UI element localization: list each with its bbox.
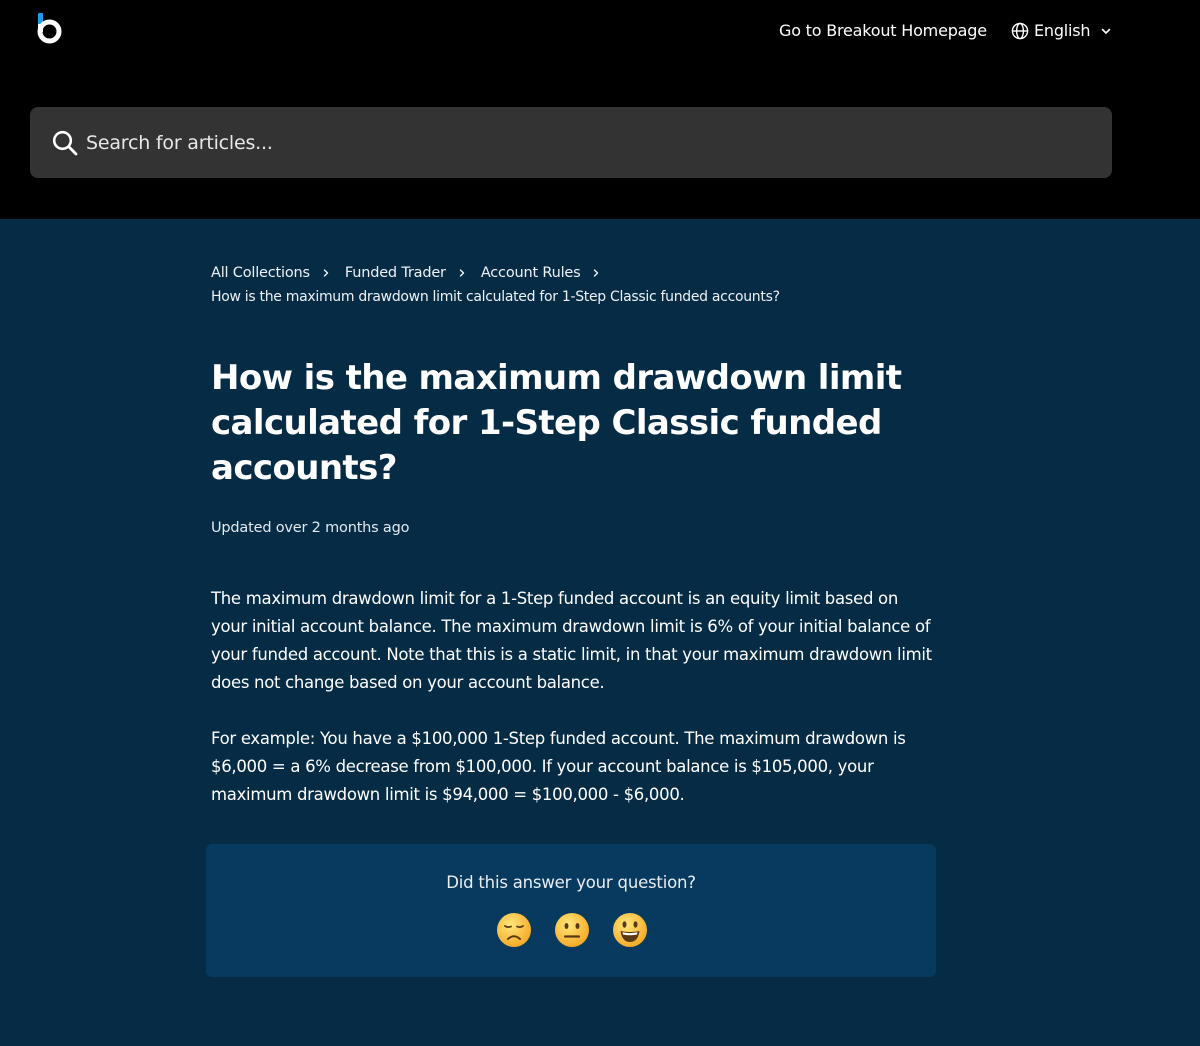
feedback-panel — [206, 844, 936, 977]
breadcrumb-current: How is the maximum drawdown limit calculated for 1-Step Classic funded accounts? — [211, 289, 780, 305]
language-selector[interactable] — [1011, 19, 1113, 43]
search-input[interactable] — [86, 132, 1066, 154]
chevron-right-icon — [321, 268, 331, 278]
breadcrumb — [211, 262, 971, 307]
article-body — [211, 585, 936, 809]
language-label: English — [1034, 21, 1091, 40]
chevron-down-icon — [1099, 24, 1113, 38]
article-title: How is the maximum drawdown limit calculated for 1-Step Classic funded accounts? — [211, 358, 902, 488]
smiley-face-icon[interactable] — [612, 912, 648, 948]
breadcrumb-all-collections[interactable]: All Collections — [211, 265, 310, 281]
disappointed-face-icon[interactable] — [496, 912, 532, 948]
chevron-right-icon — [457, 268, 467, 278]
article-paragraph: The maximum drawdown limit for a 1-Step funded account is an equity limit based on your initial account balance. The maximum drawdown limit is 6% of your initial balance of your funded account. Note that this is a static limit, in that your maximum drawdown limit does not change based on your account balance. — [211, 589, 932, 692]
search-bar[interactable] — [30, 107, 1112, 178]
neutral-face-icon[interactable] — [554, 912, 590, 948]
breakout-logo-icon[interactable] — [36, 12, 64, 44]
globe-icon — [1011, 22, 1029, 40]
article-paragraph: For example: You have a $100,000 1-Step funded account. The maximum drawdown is $6,000 = a 6% decrease from $100,000. If your account balance is $105,000, your maximum drawdown limit is $94,000 = $100,000 - $6,000. — [211, 729, 906, 804]
reaction-group — [496, 912, 648, 950]
breadcrumb-account-rules[interactable]: Account Rules — [480, 265, 581, 281]
search-icon — [52, 130, 78, 156]
homepage-link[interactable]: Go to Breakout Homepage — [779, 21, 987, 40]
feedback-question: Did this answer your question? — [446, 873, 696, 892]
updated-timestamp: Updated over 2 months ago — [211, 520, 410, 536]
site-header — [0, 0, 1200, 219]
chevron-right-icon — [591, 268, 601, 278]
breadcrumb-funded-trader[interactable]: Funded Trader — [344, 265, 446, 281]
